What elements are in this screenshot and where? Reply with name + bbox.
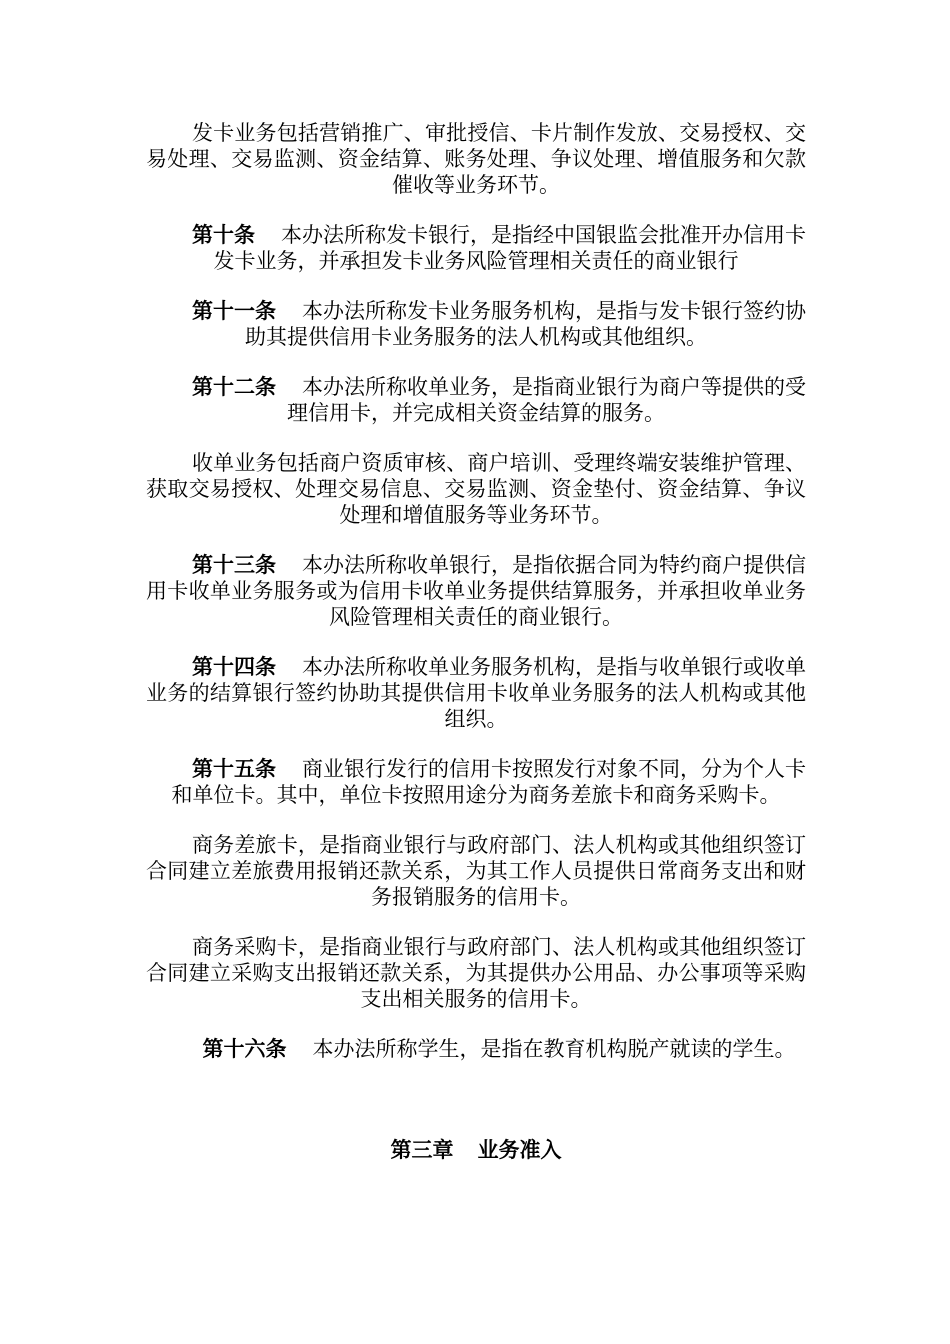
article-16 xyxy=(146,1036,806,1062)
article-10 xyxy=(146,222,806,274)
article-text: 本办法所称收单银行，是指依据合同为特约商户提供信用卡收单业务服务或为信用卡收单业务提供结算服务，并承担收单业务风险管理相关责任的商业银行。 xyxy=(146,553,806,629)
document-body xyxy=(146,120,806,1086)
article-label: 第十六条 xyxy=(202,1037,287,1061)
article-label: 第十三条 xyxy=(192,553,276,577)
article-12 xyxy=(146,374,806,426)
article-11 xyxy=(146,298,806,350)
article-label: 第十条 xyxy=(192,223,255,247)
chapter-title: 业务准入 xyxy=(477,1138,562,1162)
article-15 xyxy=(146,756,806,808)
chapter-number: 第三章 xyxy=(390,1138,454,1162)
paragraph-travel-card xyxy=(146,832,806,910)
article-text: 本办法所称收单业务服务机构，是指与收单银行或收单业务的结算银行签约协助其提供信用卡收单业务服务的法人机构或其他组织。 xyxy=(146,655,806,731)
article-text: 本办法所称收单业务，是指商业银行为商户等提供的受理信用卡，并完成相关资金结算的服务。 xyxy=(287,375,806,425)
paragraph-card-issuing-scope xyxy=(146,120,806,198)
paragraph-text: 收单业务包括商户资质审核、商户培训、受理终端安装维护管理、获取交易授权、处理交易信息、交易监测、资金垫付、资金结算、争议处理和增值服务等业务环节。 xyxy=(146,451,806,527)
article-label: 第十一条 xyxy=(192,299,276,323)
paragraph-acquiring-scope xyxy=(146,450,806,528)
article-text: 本办法所称发卡业务服务机构，是指与发卡银行签约协助其提供信用卡业务服务的法人机构或其他组织。 xyxy=(245,299,806,349)
chapter-heading xyxy=(146,1136,806,1164)
paragraph-purchasing-card xyxy=(146,934,806,1012)
paragraph-text: 发卡业务包括营销推广、审批授信、卡片制作发放、交易授权、交易处理、交易监测、资金结算、账务处理、争议处理、增值服务和欠款催收等业务环节。 xyxy=(146,121,806,197)
article-13 xyxy=(146,552,806,630)
paragraph-text: 商务差旅卡，是指商业银行与政府部门、法人机构或其他组织签订合同建立差旅费用报销还款关系，为其工作人员提供日常商务支出和财务报销服务的信用卡。 xyxy=(146,833,806,909)
article-label: 第十五条 xyxy=(192,757,276,781)
paragraph-text: 商务采购卡，是指商业银行与政府部门、法人机构或其他组织签订合同建立采购支出报销还款关系，为其提供办公用品、办公事项等采购支出相关服务的信用卡。 xyxy=(146,935,806,1011)
article-label: 第十二条 xyxy=(192,375,276,399)
article-text: 本办法所称学生，是指在教育机构脱产就读的学生。 xyxy=(312,1037,796,1061)
article-text: 商业银行发行的信用卡按照发行对象不同，分为个人卡和单位卡。其中，单位卡按照用途分为商务差旅卡和商务采购卡。 xyxy=(171,757,806,807)
article-label: 第十四条 xyxy=(192,655,276,679)
article-text: 本办法所称发卡银行，是指经中国银监会批准开办信用卡发卡业务，并承担发卡业务风险管理相关责任的商业银行 xyxy=(213,223,806,273)
article-14 xyxy=(146,654,806,732)
